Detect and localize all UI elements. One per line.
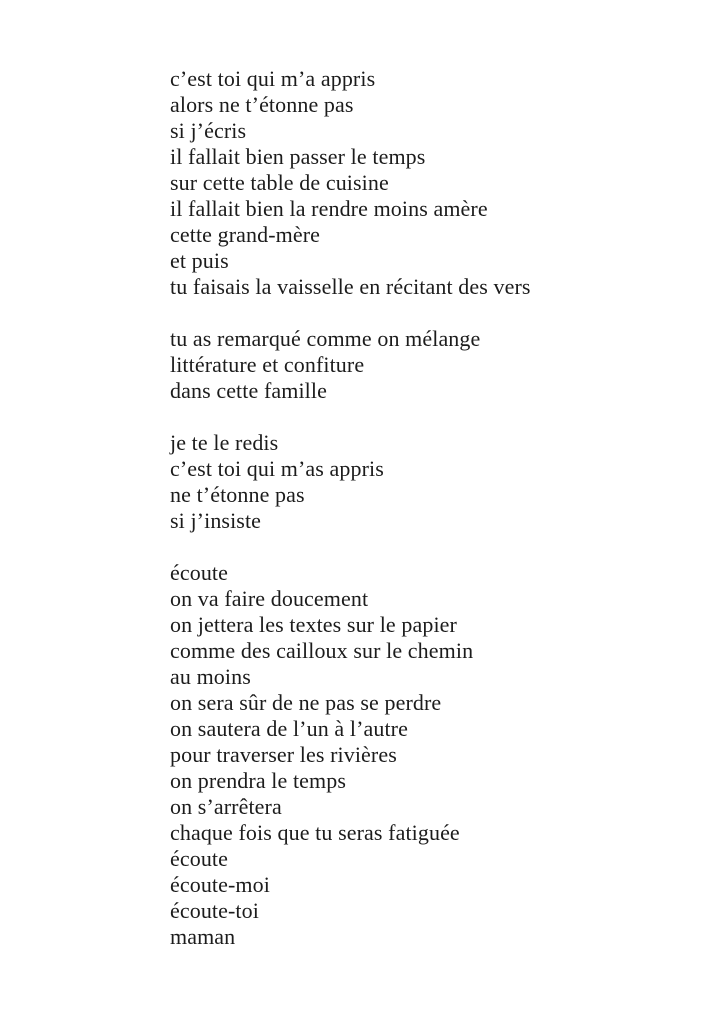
poem-line: littérature et confiture [170, 352, 365, 377]
poem-line: si j’écris [170, 118, 247, 143]
poem-line: il fallait bien la rendre moins amère [170, 196, 488, 221]
poem-line: maman [170, 924, 236, 949]
poem-line: écoute-toi [170, 898, 259, 923]
poem-line: tu as remarqué comme on mélange [170, 326, 481, 351]
poem-line: pour traverser les rivières [170, 742, 397, 767]
poem-line: dans cette famille [170, 378, 327, 403]
poem-line: on sautera de l’un à l’autre [170, 716, 408, 741]
poem-line: ne t’étonne pas [170, 482, 305, 507]
poem-line: on jettera les textes sur le papier [170, 612, 457, 637]
poem-line: si j’insiste [170, 508, 262, 533]
poem-line: je te le redis [170, 430, 279, 455]
poem-stanza-1 [170, 66, 531, 300]
poem-line: c’est toi qui m’as appris [170, 456, 384, 481]
poem-line: alors ne t’étonne pas [170, 92, 354, 117]
poem-stanza-4 [170, 560, 531, 950]
poem-line: sur cette table de cuisine [170, 170, 389, 195]
poem-text-block [170, 66, 531, 950]
poem-stanza-3 [170, 430, 531, 534]
poem-line: on s’arrêtera [170, 794, 282, 819]
poem-line: comme des cailloux sur le chemin [170, 638, 474, 663]
poem-line: tu faisais la vaisselle en récitant des vers [170, 274, 531, 299]
poem-line: au moins [170, 664, 251, 689]
poem-line: écoute-moi [170, 872, 270, 897]
poem-line: chaque fois que tu seras fatiguée [170, 820, 460, 845]
poem-line: on prendra le temps [170, 768, 347, 793]
poem-line: on va faire doucement [170, 586, 369, 611]
poem-line: cette grand-mère [170, 222, 321, 247]
poem-stanza-2 [170, 326, 531, 404]
poem-line: et puis [170, 248, 229, 273]
poem-line: écoute [170, 560, 229, 585]
poem-line: il fallait bien passer le temps [170, 144, 426, 169]
poem-line: écoute [170, 846, 229, 871]
poem-line: on sera sûr de ne pas se perdre [170, 690, 442, 715]
poem-line: c’est toi qui m’a appris [170, 66, 376, 91]
